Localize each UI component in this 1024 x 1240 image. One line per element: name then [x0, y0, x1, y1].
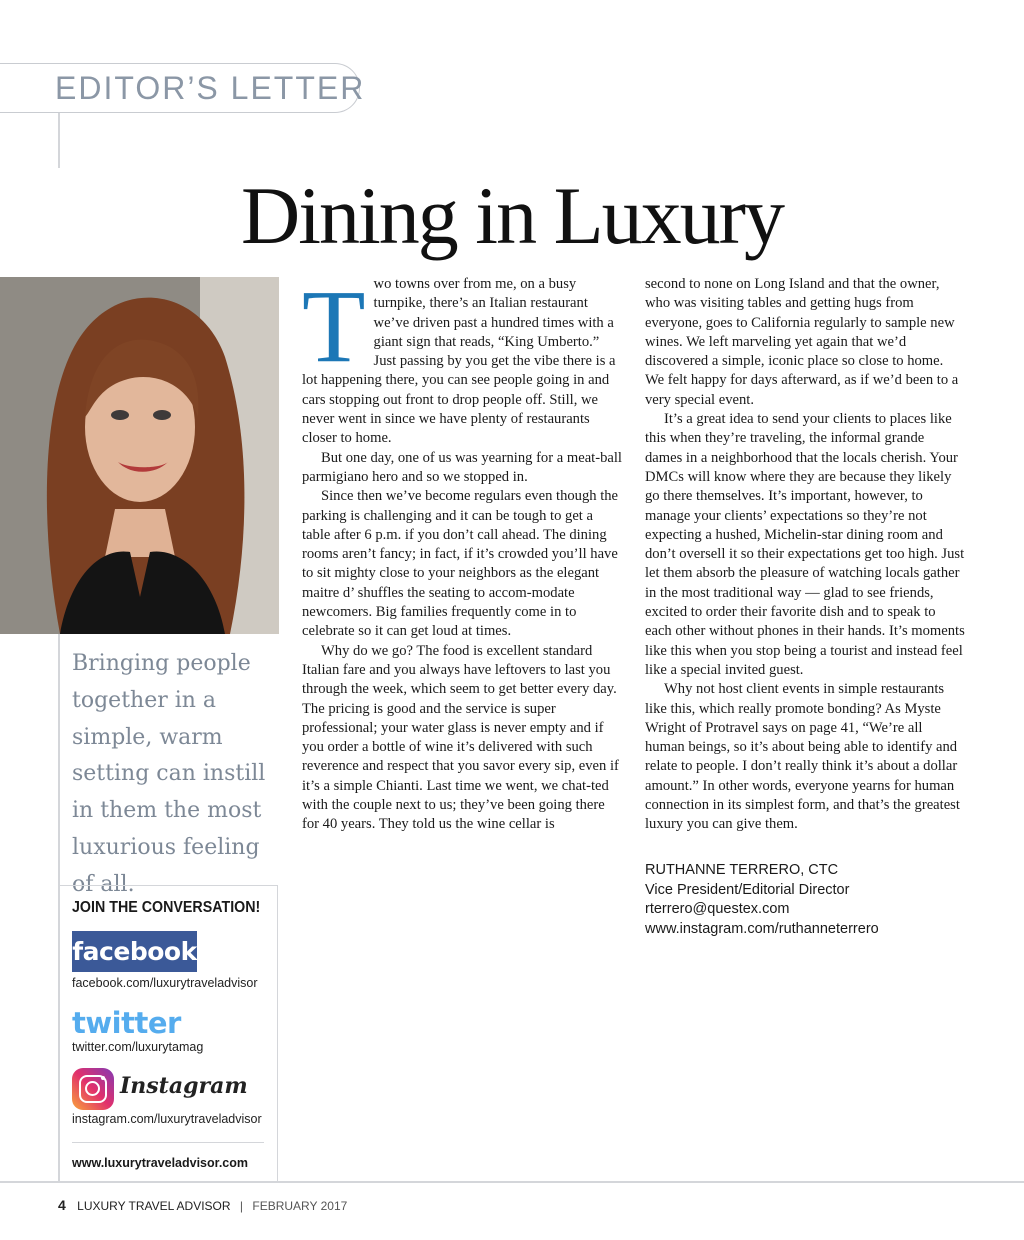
signature-block — [645, 861, 879, 939]
author-email[interactable]: rterrero@questex.com — [645, 901, 790, 917]
instagram-icon[interactable] — [72, 1068, 114, 1110]
article-paragraph: second to none on Long Island and that the owner, who was visiting tables and getting hugs from everyone, goes to California regularly to sample new wines. We left marveling yet again that we’d discovered a simple, iconic place so close to home. We felt happy for days afterward, as if we’d been to a very special event. — [645, 276, 959, 408]
headline — [0, 168, 1024, 264]
author-title: Vice President/Editorial Director — [645, 881, 850, 898]
twitter-logo[interactable]: twitter — [72, 1006, 181, 1040]
article-paragraph: It’s a great idea to send your clients to places like this when they’re traveling, the informal grande dames in a neighborhood that the locals cherish. Your DMCs will know where they are because they likely go there themselves. It’s important, however, to manage your clients’ expectations so they’re not expecting a hushed, Michelin-star dining room and don’t oversell it so their expectations get too high. Just let them absorb the pleasure of watching locals gather in the most traditional way — glad to see friends, excited to order their favorite dish and to speak to each other without phones in their hands. It’s moments like this when you stop being a tourist and instead feel like a special invited guest. — [645, 411, 965, 678]
author-name: RUTHANNE TERRERO, CTC — [645, 862, 839, 878]
article-column-1 — [302, 269, 622, 835]
instagram-icon-dot — [101, 1076, 105, 1080]
page-number: 4 — [58, 1197, 66, 1213]
facebook-logo[interactable]: facebook — [72, 931, 197, 972]
instagram-url[interactable]: instagram.com/luxurytraveladvisor — [72, 1112, 262, 1126]
issue-date: FEBRUARY 2017 — [252, 1199, 348, 1213]
article-paragraph: wo towns over from me, on a busy turnpike, there’s an Italian restaurant we’ve driven past a hundred times with a giant sign that reads, “King Umberto.” Just passing by you get the vibe there is a lot happening there, you can see people going in and cars stopping out front to drop people off. Still, we never went in since we have plenty of restaurants closer to home. — [302, 276, 616, 447]
drop-cap: T — [302, 269, 366, 384]
section-label: EDITOR’S LETTER — [55, 70, 366, 106]
publication-name: LUXURY TRAVEL ADVISOR — [77, 1199, 231, 1213]
headline-text: Dining in Luxury — [233, 170, 791, 261]
instagram-icon-lens — [85, 1081, 100, 1096]
instagram-wordmark[interactable]: Instagram — [120, 1073, 248, 1099]
website-url[interactable]: www.luxurytraveladvisor.com — [72, 1156, 248, 1170]
article-column-2 — [645, 275, 965, 835]
article-paragraph: Since then we’ve become regulars even though the parking is challenging and it can be tough to get a table after 6 p.m. if you don’t call ahead. The dining rooms aren’t fancy; in fact, if it’s crowded you’ll have to sit mighty close to your neighbors as the elegant maitre d’ shuffles the seating to accom-modate newcomers. Big families frequently come in to celebrate so it can get loud at times. — [302, 488, 619, 640]
article-paragraph: Why not host client events in simple restaurants like this, which really promote bonding? As Myste Wright of Protravel says on page 41, “We’re all human beings, so it’s about being able to identify and relate to people. I don’t really think it’s about a dollar amount.” In other words, everyone yearns for human connection in its simplest form, and that’s the greatest luxury you can give them. — [645, 681, 960, 833]
author-photo — [0, 277, 279, 634]
twitter-url[interactable]: twitter.com/luxurytamag — [72, 1040, 204, 1054]
sidebar-divider — [72, 1142, 264, 1143]
author-instagram[interactable]: www.instagram.com/ruthanneterrero — [645, 920, 879, 937]
pull-quote: Bringing people together in a simple, warm setting can instill in them the most luxurious feeling of all. — [72, 651, 266, 897]
article-paragraph: But one day, one of us was yearning for a meat-ball parmigiano hero and so we stopped in. — [302, 449, 622, 485]
facebook-url[interactable]: facebook.com/luxurytraveladvisor — [72, 976, 258, 990]
page-footer — [58, 1197, 347, 1213]
article-paragraph: Why do we go? The food is excellent standard Italian fare and you always have leftovers to last you through the week, which seem to get better every day. The pricing is good and the service is super professional; your water glass is never empty and if you order a bottle of wine it’s delivered with such reverence and respect that you savor every sip, even if it’s a simple Chianti. Last time we went, we chat-ted with the couple next to us; they’ve been going there for 40 years. They told us the wine cellar is — [302, 642, 619, 833]
footer-rule — [0, 1181, 1024, 1183]
footer-separator: | — [239, 1199, 244, 1213]
join-conversation-heading: JOIN THE CONVERSATION! — [72, 899, 261, 916]
